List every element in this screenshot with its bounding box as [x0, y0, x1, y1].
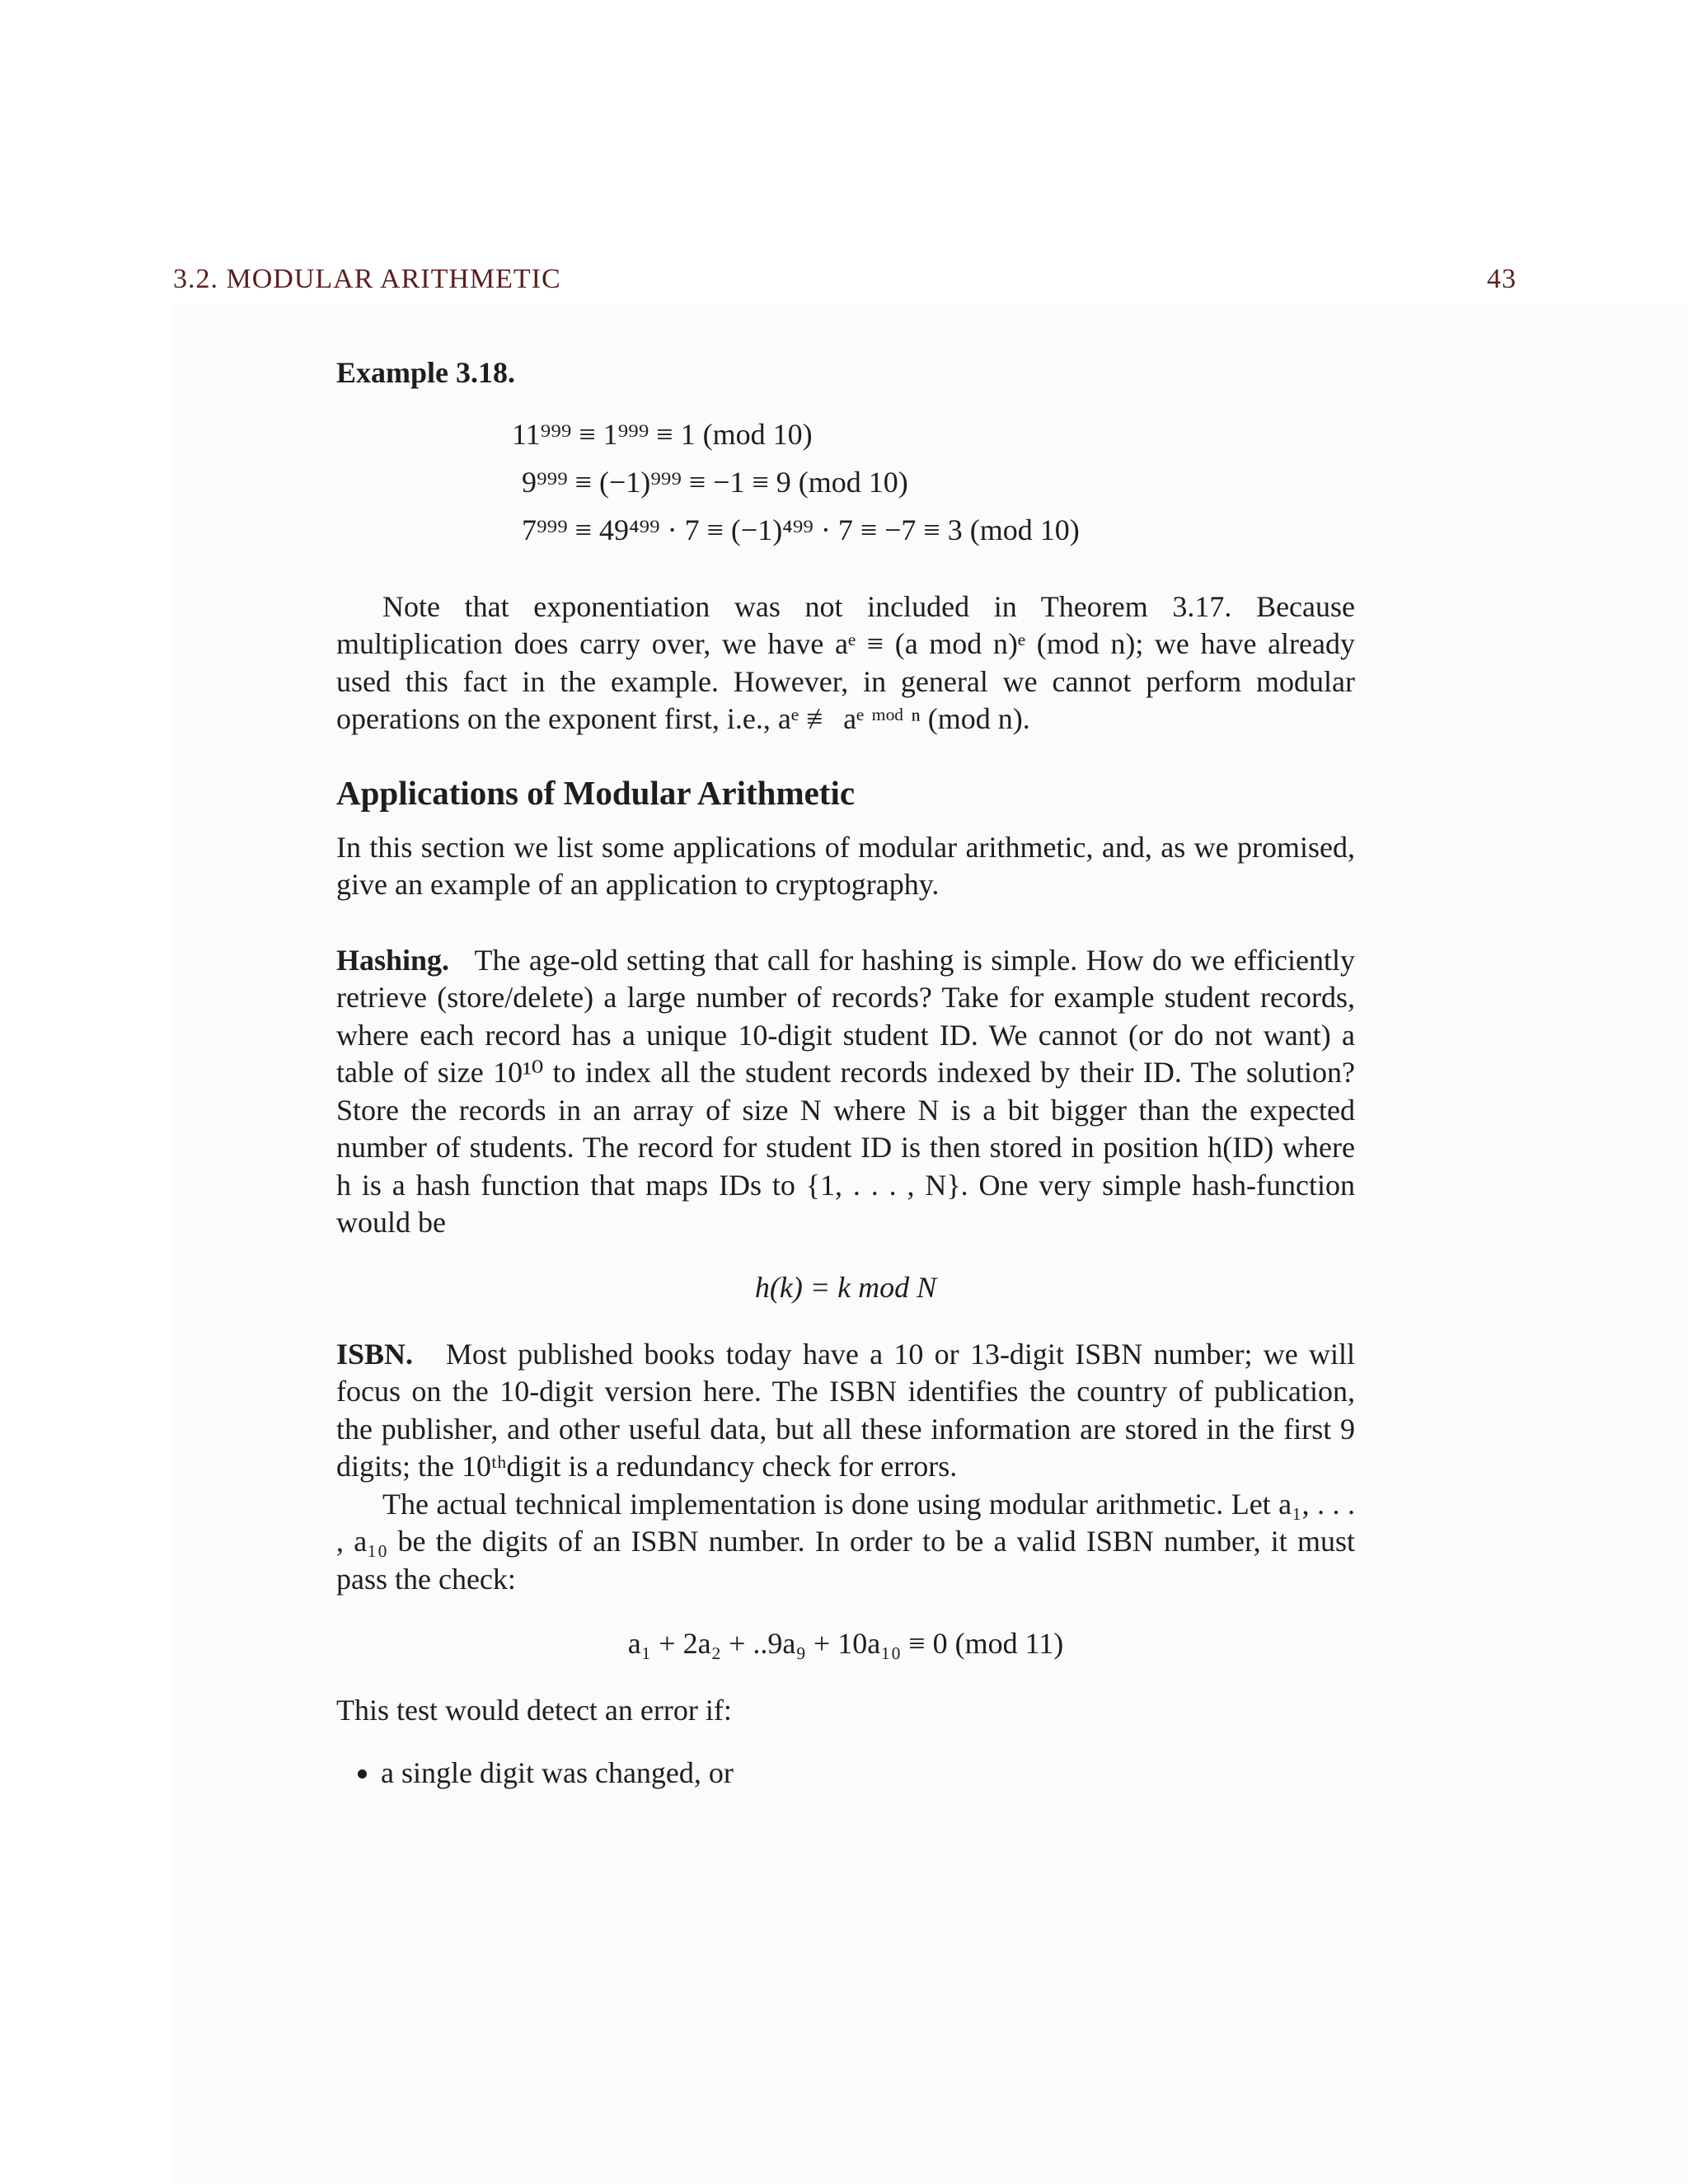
isbn-implementation-paragraph: The actual technical implementation is done using modular arithmetic. Let a₁, . . . , a₁₀ be the digits of an ISBN number. In order to be a valid ISBN number, it must pass the check:	[336, 1487, 1355, 1596]
hashing-label: Hashing.	[336, 943, 450, 977]
running-header	[173, 264, 1517, 300]
error-list	[336, 1755, 1355, 1793]
header-section-title: 3.2. MODULAR ARITHMETIC	[173, 264, 561, 294]
note-paragraph: Note that exponentiation was not included in Theorem 3.17. Because multiplication does carry over, we have aᵉ ≡ (a mod n)ᵉ (mod n); we have already used this fact in the example. However, in general we cannot perform modular operations on the exponent first, i.e., aᵉ ≢ aᵉ ᵐᵒᵈ ⁿ (mod n).	[336, 589, 1355, 735]
hashing-paragraph	[336, 942, 1355, 1242]
equation-line: 9⁹⁹⁹ ≡ (−1)⁹⁹⁹ ≡ −1 ≡ 9 (mod 10)	[522, 465, 908, 499]
page-body	[336, 354, 1355, 1792]
intro-paragraph: In this section we list some applications of modular arithmetic, and, as we promised, give an example of an application to cryptography.	[336, 830, 1355, 901]
section-heading: Applications of Modular Arithmetic	[336, 773, 856, 812]
equation-line: 7⁹⁹⁹ ≡ 49⁴⁹⁹ · 7 ≡ (−1)⁴⁹⁹ · 7 ≡ −7 ≡ 3 (mod 10)	[522, 513, 1080, 546]
isbn-formula: a₁ + 2a₂ + ..9a₉ + 10a₁₀ ≡ 0 (mod 11)	[627, 1627, 1064, 1660]
isbn-text: Most published books today have a 10 or 13-digit ISBN number; we will focus on the 10-digit version here. The ISBN identifies the country of publication, the publisher, and other useful data, but all these information are stored in the first 9 digits; the 10ᵗʰdigit is a redundancy check for errors.	[336, 1337, 1355, 1483]
example-title: Example 3.18.	[336, 356, 516, 389]
equation-line: 11⁹⁹⁹ ≡ 1⁹⁹⁹ ≡ 1 (mod 10)	[512, 417, 813, 451]
example-equations	[512, 410, 1355, 554]
isbn-paragraph	[336, 1336, 1355, 1486]
hashing-text: The age-old setting that call for hashing is simple. How do we efficiently retrieve (store/delete) a large number of records? Take for example student records, where each record has a unique 10-digit student ID. We cannot (or do not want) a table of size 10¹⁰ to index all the student records indexed by their ID. The solution? Store the records in an array of size N where N is a bit bigger than the expected number of students. The record for student ID is then stored in position h(ID) where h is a hash function that maps IDs to {1, . . . , N}. One very simple hash-function would be	[336, 943, 1355, 1239]
detect-text: This test would detect an error if:	[336, 1694, 732, 1727]
page-number: 43	[1487, 264, 1517, 294]
isbn-label: ISBN.	[336, 1337, 414, 1371]
hash-formula: h(k) = k mod N	[754, 1270, 937, 1304]
list-item: • a single digit was changed, or	[381, 1755, 1355, 1793]
